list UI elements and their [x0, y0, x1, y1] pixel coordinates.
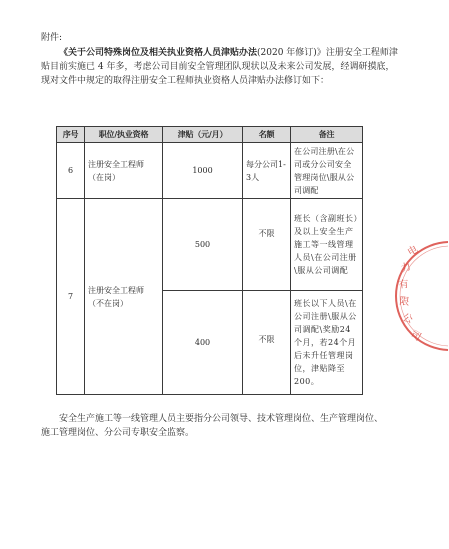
row2-sub2-allowance: 400: [163, 291, 243, 395]
row2-sub1-quota: 不限: [243, 199, 291, 291]
company-seal-stamp: [388, 236, 448, 356]
intro-body: 注册安全工程师津贴目前实施已 4 年多，考虑公司目前安全管理团队现状以及未来公司发展，经调研摸底，现对文件中规定的取得注册安全工程师执业资格人员津贴办法修订如下：: [41, 48, 398, 86]
row1-quota: 每分公司1-3人: [243, 143, 291, 199]
row1-allowance: 1000: [163, 143, 243, 199]
allowance-table: [56, 126, 363, 395]
header-quota: 名额: [243, 127, 291, 143]
footer-note: 安全生产施工等一线管理人员主要指分公司领导、技术管理岗位、生产管理岗位、施工管理岗位、分公司专职安全监察。: [41, 414, 384, 438]
intro-paragraph: [41, 46, 401, 88]
document-title: 《关于公司特殊岗位及相关执业资格人员津贴办法: [59, 48, 258, 58]
svg-text:公: 公: [401, 312, 414, 326]
row2-sub1-allowance: 500: [163, 199, 243, 291]
table-row: [57, 199, 363, 291]
row2-sub2-quota: 不限: [243, 291, 291, 395]
svg-text:司: 司: [408, 329, 423, 344]
header-seq: 序号: [57, 127, 85, 143]
svg-text:电: 电: [406, 244, 421, 259]
table-header-row: [57, 127, 363, 143]
row2-sub1-remarks: 班长（含副班长）及以上安全生产施工等一线管理人员\在公司注册\服从公司调配: [291, 199, 363, 291]
row2-sub2-remarks: 班长以下人员\在公司注册\服从公司调配\奖励24个月，若24个月后未升任管理岗位，津贴降至200。: [291, 291, 363, 395]
row1-position: 注册安全工程师（在岗）: [85, 143, 163, 199]
svg-text:有: 有: [398, 278, 410, 291]
row2-position: 注册安全工程师（不在岗）: [85, 199, 163, 395]
header-position: 职位/执业资格: [85, 127, 163, 143]
document-title-suffix: (2020 年修订)》: [257, 48, 326, 58]
attachment-label: 附件:: [41, 33, 63, 43]
svg-text:力: 力: [399, 261, 413, 275]
header-remarks: 备注: [291, 127, 363, 143]
svg-text:限: 限: [398, 296, 410, 309]
row2-seq: 7: [57, 199, 85, 395]
table-row: [57, 143, 363, 199]
header-allowance: 津贴（元/月）: [163, 127, 243, 143]
row1-seq: 6: [57, 143, 85, 199]
row1-remarks: 在公司注册\在公司或分公司安全管理岗位\服从公司调配: [291, 143, 363, 199]
